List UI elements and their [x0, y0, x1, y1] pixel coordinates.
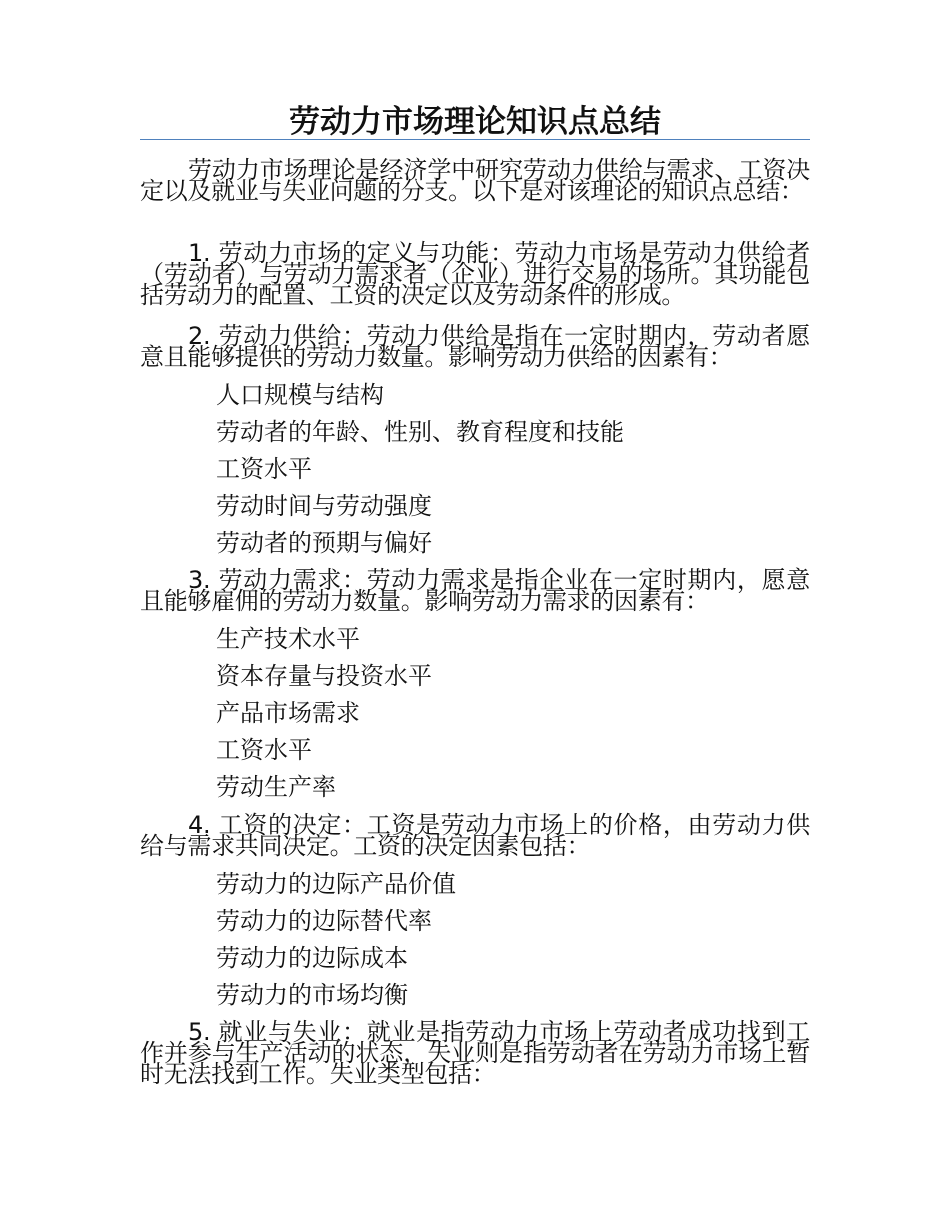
list-item: 劳动力的边际产品价值 — [216, 870, 456, 898]
list-item: 工资水平 — [216, 455, 312, 483]
list-item: 劳动力的市场均衡 — [216, 981, 408, 1009]
section-3-paragraph: 3. 劳动力需求：劳动力需求是指企业在一定时期内，愿意且能够雇佣的劳动力数量。影响劳动力需求的因素有： — [140, 566, 810, 615]
list-item: 劳动生产率 — [216, 773, 336, 801]
list-item: 劳动力的边际替代率 — [216, 907, 432, 935]
list-item: 劳动力的边际成本 — [216, 944, 408, 972]
section-5-paragraph: 5. 就业与失业：就业是指劳动力市场上劳动者成功找到工作并参与生产活动的状态，失业则是指劳动者在劳动力市场上暂时无法找到工作。失业类型包括： — [140, 1018, 810, 1088]
document-title: 劳动力市场理论知识点总结 — [289, 104, 661, 140]
section-4-paragraph: 4. 工资的决定：工资是劳动力市场上的价格，由劳动力供给与需求共同决定。工资的决定因素包括： — [140, 811, 810, 860]
list-item: 产品市场需求 — [216, 699, 360, 727]
list-item: 劳动者的年龄、性别、教育程度和技能 — [216, 418, 624, 446]
list-item: 生产技术水平 — [216, 625, 360, 653]
intro-paragraph: 劳动力市场理论是经济学中研究劳动力供给与需求、工资决定以及就业与失业问题的分支。以下是对该理论的知识点总结： — [140, 156, 810, 205]
section-2-paragraph: 2. 劳动力供给：劳动力供给是指在一定时期内，劳动者愿意且能够提供的劳动力数量。影响劳动力供给的因素有： — [140, 322, 810, 371]
list-item: 劳动时间与劳动强度 — [216, 492, 432, 520]
title-underline — [140, 139, 810, 140]
list-item: 工资水平 — [216, 736, 312, 764]
list-item: 劳动者的预期与偏好 — [216, 529, 432, 557]
section-1-paragraph: 1. 劳动力市场的定义与功能：劳动力市场是劳动力供给者（劳动者）与劳动力需求者（企业）进行交易的场所。其功能包括劳动力的配置、工资的决定以及劳动条件的形成。 — [140, 239, 810, 309]
list-item: 资本存量与投资水平 — [216, 662, 432, 690]
list-item: 人口规模与结构 — [216, 381, 384, 409]
